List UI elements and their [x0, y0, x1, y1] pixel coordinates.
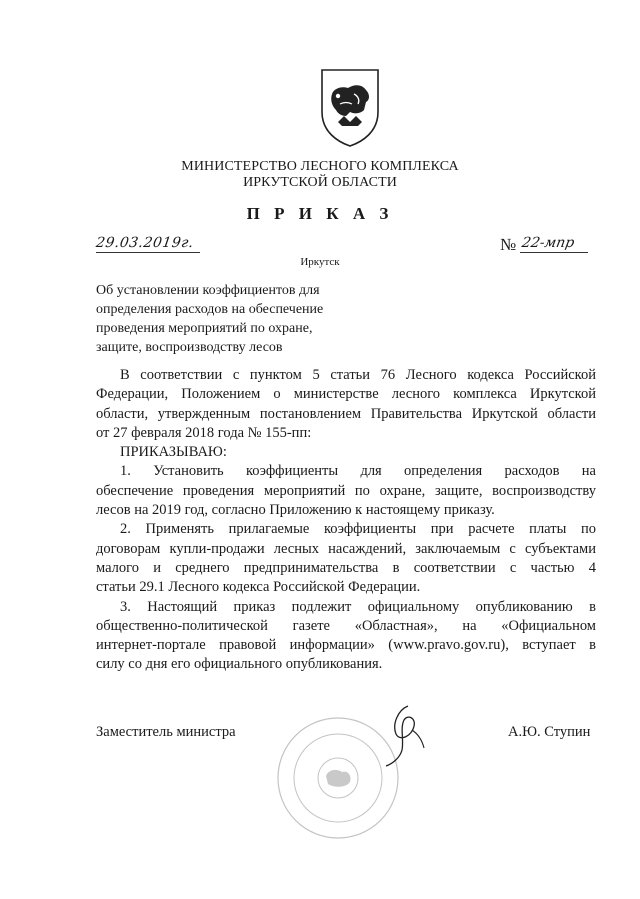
item3-line: общественно-политической газете «Областная», на «Официальном — [96, 617, 596, 634]
order-subject — [96, 281, 376, 357]
order-body — [96, 366, 596, 675]
signer-title: Заместитель министра — [96, 724, 236, 740]
ministry-name-line2: ИРКУТСКОЙ ОБЛАСТИ — [243, 175, 397, 190]
coat-of-arms-icon — [318, 66, 382, 148]
date-underline — [96, 252, 200, 253]
preamble-line: Федерации, Положением о министерстве лесного комплекса Иркутской — [96, 386, 596, 403]
item3-line: 3. Настоящий приказ подлежит официальному опубликованию в — [120, 598, 596, 615]
order-number: 22-мпр — [520, 235, 576, 251]
item2-line: 2. Применять прилагаемые коэффициенты при расчете платы по — [120, 521, 596, 538]
subject-line: защите, воспроизводству лесов — [96, 340, 283, 355]
subject-line: определения расходов на обеспечение — [96, 302, 324, 317]
number-underline — [520, 252, 588, 253]
number-sign: № — [500, 235, 517, 254]
handwritten-signature — [378, 700, 428, 770]
order-date: 29.03.2019г. — [94, 235, 195, 251]
item1-line: 1. Установить коэффициенты для определения расходов на — [120, 463, 596, 480]
item1-line: обеспечение проведения мероприятий по охране, защите, воспроизводству — [96, 482, 596, 499]
signer-name: А.Ю. Ступин — [508, 724, 591, 740]
preamble-line: В соответствии с пунктом 5 статьи 76 Лесного кодекса Российской — [120, 367, 596, 383]
item3-line: интернет-портале правовой информации» (www.pravo.gov.ru), вступает в — [96, 637, 596, 654]
preamble-line: от 27 февраля 2018 года № 155-пп: — [96, 424, 312, 441]
document-type-title: П Р И К А З — [246, 204, 394, 223]
item3-line: силу со дня его официального опубликования. — [96, 656, 383, 673]
city-name: Иркутск — [300, 256, 340, 268]
preamble-line: области, утвержденным постановлением Правительства Иркутской области — [96, 405, 596, 422]
item2-line: статьи 29.1 Лесного кодекса Российской Федерации. — [96, 579, 421, 596]
order-word: ПРИКАЗЫВАЮ: — [120, 444, 227, 461]
item2-line: договорам купли-продажи лесных насаждений, заключаемым с субъектами — [96, 540, 596, 557]
subject-line: проведения мероприятий по охране, — [96, 321, 313, 336]
ministry-name-line1: МИНИСТЕРСТВО ЛЕСНОГО КОМПЛЕКСА — [181, 159, 459, 174]
subject-line: Об установлении коэффициентов для — [96, 283, 320, 298]
item1-line: лесов на 2019 год, согласно Приложению к настоящему приказу. — [96, 502, 495, 519]
item2-line: малого и среднего предпринимательства в соответствии с частью 4 — [96, 559, 596, 576]
